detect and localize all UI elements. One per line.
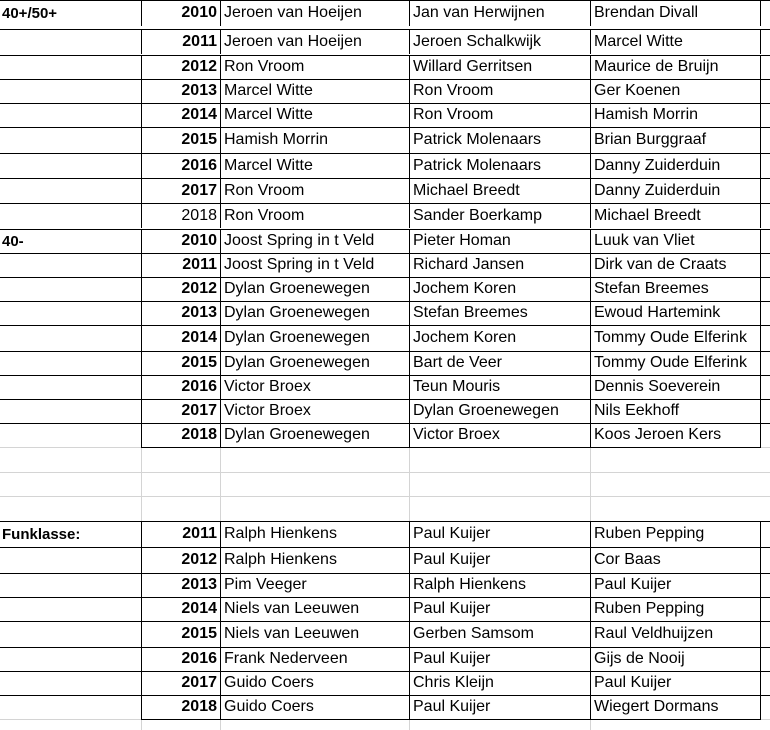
empty-cell[interactable] [590, 472, 770, 496]
third-place-cell[interactable]: Ruben Pepping [590, 521, 761, 547]
empty-row [0, 719, 770, 730]
third-place-cell[interactable]: Hamish Morrin [590, 103, 761, 127]
table-border [141, 229, 761, 230]
second-place-cell[interactable]: Dylan Groenewegen [409, 399, 590, 423]
year-cell[interactable]: 2012 [141, 55, 220, 79]
third-place-cell[interactable]: Nils Eekhoff [590, 399, 761, 423]
empty-row [0, 472, 770, 496]
second-place-cell[interactable]: Paul Kuijer [409, 647, 590, 671]
first-place-cell[interactable]: Ralph Hienkens [220, 547, 409, 573]
category-cell[interactable] [0, 399, 141, 423]
third-place-cell[interactable]: Tommy Oude Elferink [590, 325, 761, 351]
table-border [141, 719, 761, 720]
first-place-cell[interactable]: Dylan Groenewegen [220, 301, 409, 325]
table-row [0, 325, 770, 351]
year-cell[interactable]: 2014 [141, 597, 220, 621]
second-place-cell[interactable]: Victor Broex [409, 423, 590, 447]
first-place-cell[interactable]: Joost Spring in t Veld [220, 229, 409, 253]
row-divider [0, 375, 770, 376]
row-divider [0, 127, 770, 128]
empty-cell[interactable] [590, 496, 770, 521]
first-place-cell[interactable]: Niels van Leeuwen [220, 621, 409, 647]
table-row [0, 253, 770, 277]
second-place-cell[interactable]: Pieter Homan [409, 229, 590, 253]
table-row [0, 547, 770, 573]
row-divider [0, 472, 770, 473]
year-cell[interactable]: 2018 [141, 423, 220, 447]
third-place-cell[interactable]: Dirk van de Craats [590, 253, 761, 277]
year-cell[interactable]: 2017 [141, 178, 220, 203]
year-cell[interactable]: 2016 [141, 375, 220, 399]
year-cell[interactable]: 2014 [141, 103, 220, 127]
empty-cell[interactable] [590, 719, 770, 730]
year-cell[interactable]: 2013 [141, 79, 220, 103]
table-row [0, 277, 770, 301]
third-place-cell[interactable]: Cor Baas [590, 547, 761, 573]
first-place-cell[interactable]: Guido Coers [220, 671, 409, 695]
first-place-cell[interactable]: Ron Vroom [220, 55, 409, 79]
empty-row [0, 496, 770, 521]
row-divider [0, 325, 770, 326]
category-cell[interactable]: Funklasse: [2, 525, 81, 543]
third-place-cell[interactable]: Ewoud Hartemink [590, 301, 761, 325]
empty-cell[interactable] [0, 472, 141, 496]
first-place-cell[interactable]: Marcel Witte [220, 103, 409, 127]
second-place-cell[interactable]: Paul Kuijer [409, 521, 590, 547]
second-place-cell[interactable]: Sander Boerkamp [409, 203, 590, 228]
empty-cell[interactable] [409, 719, 590, 730]
row-divider [0, 695, 770, 696]
second-place-cell[interactable]: Willard Gerritsen [409, 55, 590, 79]
year-cell[interactable]: 2012 [141, 547, 220, 573]
empty-cell[interactable] [220, 496, 409, 521]
table-row [0, 375, 770, 399]
first-place-cell[interactable]: Pim Veeger [220, 573, 409, 597]
empty-cell[interactable] [220, 447, 409, 472]
row-divider [0, 301, 770, 302]
empty-cell[interactable] [220, 472, 409, 496]
row-divider [0, 0, 770, 1]
empty-cell[interactable] [409, 447, 590, 472]
category-cell[interactable] [0, 325, 141, 351]
third-place-cell[interactable]: Gijs de Nooij [590, 647, 761, 671]
first-place-cell[interactable]: Marcel Witte [220, 153, 409, 178]
year-cell[interactable]: 2018 [141, 695, 220, 719]
row-divider [0, 203, 770, 204]
row-divider [0, 423, 770, 424]
first-place-cell[interactable]: Ron Vroom [220, 178, 409, 203]
row-divider [0, 597, 770, 598]
third-place-cell[interactable]: Danny Zuiderduin [590, 153, 761, 178]
table-row [0, 203, 770, 228]
table-row [0, 29, 770, 54]
empty-row [0, 447, 770, 472]
category-cell[interactable]: 40+/50+ [2, 4, 58, 22]
second-place-cell[interactable]: Teun Mouris [409, 375, 590, 399]
second-place-cell[interactable]: Jan van Herwijnen [409, 0, 590, 26]
category-cell[interactable] [0, 29, 141, 54]
empty-cell[interactable] [0, 447, 141, 472]
row-divider [0, 521, 770, 522]
third-place-cell[interactable]: Tommy Oude Elferink [590, 351, 761, 375]
table-row [0, 127, 770, 153]
first-place-cell[interactable]: Dylan Groenewegen [220, 277, 409, 301]
category-cell[interactable] [0, 253, 141, 277]
first-place-cell[interactable]: Guido Coers [220, 695, 409, 719]
first-place-cell[interactable]: Dylan Groenewegen [220, 351, 409, 375]
table-row [0, 621, 770, 647]
table-row [0, 423, 770, 447]
empty-cell[interactable] [590, 447, 770, 472]
second-place-cell[interactable]: Bart de Veer [409, 351, 590, 375]
category-cell[interactable] [0, 103, 141, 127]
first-place-cell[interactable]: Joost Spring in t Veld [220, 253, 409, 277]
second-place-cell[interactable]: Gerben Samsom [409, 621, 590, 647]
year-cell[interactable]: 2013 [141, 301, 220, 325]
empty-cell[interactable] [409, 472, 590, 496]
second-place-cell[interactable]: Michael Breedt [409, 178, 590, 203]
table-row [0, 521, 770, 547]
first-place-cell[interactable]: Ralph Hienkens [220, 521, 409, 547]
category-cell[interactable] [0, 671, 141, 695]
row-divider [0, 496, 770, 497]
first-place-cell[interactable]: Hamish Morrin [220, 127, 409, 153]
row-divider [0, 399, 770, 400]
table-row [0, 695, 770, 719]
table-row [0, 103, 770, 127]
second-place-cell[interactable]: Patrick Molenaars [409, 127, 590, 153]
table-row [0, 178, 770, 203]
first-place-cell[interactable]: Frank Nederveen [220, 647, 409, 671]
table-row [0, 79, 770, 103]
second-place-cell[interactable]: Jochem Koren [409, 277, 590, 301]
table-border [141, 447, 761, 448]
second-place-cell[interactable]: Jeroen Schalkwijk [409, 29, 590, 54]
year-cell[interactable]: 2017 [141, 399, 220, 423]
year-cell[interactable]: 2016 [141, 153, 220, 178]
row-divider [0, 178, 770, 179]
row-divider [0, 671, 770, 672]
category-cell[interactable]: 40- [2, 232, 24, 250]
second-place-cell[interactable]: Richard Jansen [409, 253, 590, 277]
row-divider [0, 103, 770, 104]
category-cell[interactable] [0, 203, 141, 228]
third-place-cell[interactable]: Marcel Witte [590, 29, 761, 54]
category-cell[interactable] [0, 573, 141, 597]
year-cell[interactable]: 2010 [141, 229, 220, 253]
category-cell[interactable] [0, 695, 141, 719]
row-divider [0, 153, 770, 154]
category-cell[interactable] [0, 351, 141, 375]
third-place-cell[interactable]: Luuk van Vliet [590, 229, 761, 253]
year-cell[interactable]: 2013 [141, 573, 220, 597]
table-row [0, 301, 770, 325]
third-place-cell[interactable]: Michael Breedt [590, 203, 761, 228]
category-cell[interactable] [0, 597, 141, 621]
first-place-cell[interactable]: Dylan Groenewegen [220, 423, 409, 447]
third-place-cell[interactable]: Maurice de Bruijn [590, 55, 761, 79]
empty-cell[interactable] [0, 719, 141, 730]
category-cell[interactable] [0, 375, 141, 399]
second-place-cell[interactable]: Jochem Koren [409, 325, 590, 351]
first-place-cell[interactable]: Niels van Leeuwen [220, 597, 409, 621]
first-place-cell[interactable]: Dylan Groenewegen [220, 325, 409, 351]
row-divider [0, 621, 770, 622]
first-place-cell[interactable]: Ron Vroom [220, 203, 409, 228]
year-cell[interactable]: 2011 [141, 29, 220, 54]
second-place-cell[interactable]: Chris Kleijn [409, 671, 590, 695]
table-row [0, 597, 770, 621]
second-place-cell[interactable]: Paul Kuijer [409, 547, 590, 573]
third-place-cell[interactable]: Brian Burggraaf [590, 127, 761, 153]
year-cell[interactable]: 2015 [141, 127, 220, 153]
year-cell[interactable]: 2018 [141, 203, 220, 228]
third-place-cell[interactable]: Ger Koenen [590, 79, 761, 103]
category-cell[interactable] [0, 621, 141, 647]
year-cell[interactable]: 2015 [141, 351, 220, 375]
second-place-cell[interactable]: Patrick Molenaars [409, 153, 590, 178]
table-row [0, 573, 770, 597]
third-place-cell[interactable]: Paul Kuijer [590, 573, 761, 597]
category-cell[interactable] [0, 277, 141, 301]
row-divider [0, 253, 770, 254]
row-divider [0, 647, 770, 648]
category-cell[interactable] [0, 647, 141, 671]
third-place-cell[interactable]: Paul Kuijer [590, 671, 761, 695]
row-divider [0, 351, 770, 352]
year-cell[interactable]: 2010 [141, 0, 220, 26]
row-divider [0, 29, 770, 30]
second-place-cell[interactable]: Paul Kuijer [409, 695, 590, 719]
category-cell[interactable] [0, 547, 141, 573]
second-place-cell[interactable]: Ron Vroom [409, 79, 590, 103]
category-cell[interactable] [0, 301, 141, 325]
table-row [0, 671, 770, 695]
table-row [0, 229, 770, 253]
category-cell[interactable] [0, 423, 141, 447]
empty-cell[interactable] [0, 496, 141, 521]
row-divider [0, 79, 770, 80]
third-place-cell[interactable]: Wiegert Dormans [590, 695, 761, 719]
year-cell[interactable]: 2017 [141, 671, 220, 695]
empty-cell[interactable] [141, 472, 220, 496]
first-place-cell[interactable]: Jeroen van Hoeijen [220, 29, 409, 54]
table-row [0, 647, 770, 671]
empty-cell[interactable] [141, 447, 220, 472]
empty-cell[interactable] [141, 496, 220, 521]
second-place-cell[interactable]: Ron Vroom [409, 103, 590, 127]
first-place-cell[interactable]: Victor Broex [220, 375, 409, 399]
third-place-cell[interactable]: Ruben Pepping [590, 597, 761, 621]
category-cell[interactable] [0, 127, 141, 153]
row-divider [0, 573, 770, 574]
row-divider [0, 55, 770, 56]
table-row [0, 399, 770, 423]
first-place-cell[interactable]: Victor Broex [220, 399, 409, 423]
category-cell[interactable] [0, 178, 141, 203]
third-place-cell[interactable]: Koos Jeroen Kers [590, 423, 761, 447]
row-divider [0, 277, 770, 278]
row-divider [0, 547, 770, 548]
year-cell[interactable]: 2011 [141, 253, 220, 277]
second-place-cell[interactable]: Stefan Breemes [409, 301, 590, 325]
table-row [0, 0, 770, 26]
year-cell[interactable]: 2016 [141, 647, 220, 671]
category-cell[interactable] [0, 55, 141, 79]
second-place-cell[interactable]: Paul Kuijer [409, 597, 590, 621]
third-place-cell[interactable]: Raul Veldhuijzen [590, 621, 761, 647]
year-cell[interactable]: 2011 [141, 521, 220, 547]
empty-cell[interactable] [409, 496, 590, 521]
year-cell[interactable]: 2014 [141, 325, 220, 351]
category-cell[interactable] [0, 153, 141, 178]
table-row [0, 153, 770, 178]
table-row [0, 351, 770, 375]
first-place-cell[interactable]: Marcel Witte [220, 79, 409, 103]
empty-cell[interactable] [141, 719, 220, 730]
third-place-cell[interactable]: Stefan Breemes [590, 277, 761, 301]
empty-cell[interactable] [220, 719, 409, 730]
first-place-cell[interactable]: Jeroen van Hoeijen [220, 0, 409, 26]
third-place-cell[interactable]: Dennis Soeverein [590, 375, 761, 399]
category-cell[interactable] [0, 79, 141, 103]
year-cell[interactable]: 2012 [141, 277, 220, 301]
table-row [0, 55, 770, 79]
third-place-cell[interactable]: Danny Zuiderduin [590, 178, 761, 203]
year-cell[interactable]: 2015 [141, 621, 220, 647]
third-place-cell[interactable]: Brendan Divall [590, 0, 761, 26]
second-place-cell[interactable]: Ralph Hienkens [409, 573, 590, 597]
